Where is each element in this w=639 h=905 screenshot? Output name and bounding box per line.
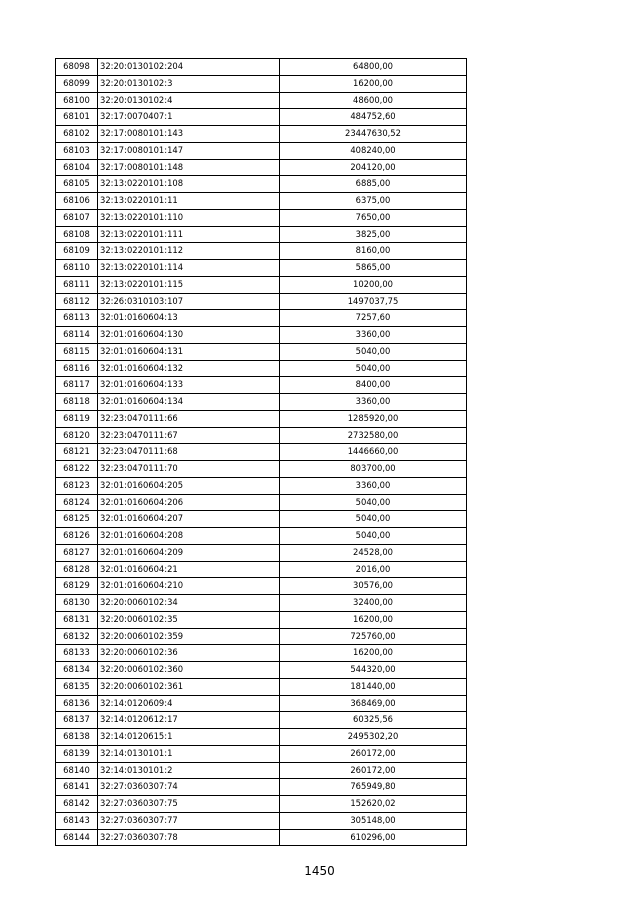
value-cell: 5040,00: [280, 494, 467, 511]
row-number-cell: 68098: [56, 59, 98, 76]
table-row: [56, 628, 467, 645]
value-cell: 260172,00: [280, 745, 467, 762]
table-row: [56, 745, 467, 762]
table-row: [56, 611, 467, 628]
cadastral-number-cell: 32:23:0470111:67: [98, 427, 280, 444]
value-cell: 10200,00: [280, 276, 467, 293]
table-row: [56, 142, 467, 159]
value-cell: 610296,00: [280, 829, 467, 846]
value-cell: 5040,00: [280, 511, 467, 528]
row-number-cell: 68130: [56, 595, 98, 612]
row-number-cell: 68100: [56, 92, 98, 109]
row-number-cell: 68109: [56, 243, 98, 260]
cadastral-number-cell: 32:01:0160604:130: [98, 327, 280, 344]
row-number-cell: 68123: [56, 477, 98, 494]
cadastral-number-cell: 32:01:0160604:207: [98, 511, 280, 528]
cadastral-number-cell: 32:14:0120612:17: [98, 712, 280, 729]
row-number-cell: 68141: [56, 779, 98, 796]
cadastral-number-cell: 32:27:0360307:75: [98, 796, 280, 813]
value-cell: 8160,00: [280, 243, 467, 260]
row-number-cell: 68099: [56, 75, 98, 92]
cadastral-number-cell: 32:20:0130102:4: [98, 92, 280, 109]
row-number-cell: 68115: [56, 343, 98, 360]
value-cell: 23447630,52: [280, 126, 467, 143]
value-cell: 2732580,00: [280, 427, 467, 444]
cadastral-number-cell: 32:13:0220101:11: [98, 193, 280, 210]
cadastral-number-cell: 32:13:0220101:115: [98, 276, 280, 293]
row-number-cell: 68143: [56, 812, 98, 829]
value-cell: 765949,80: [280, 779, 467, 796]
cadastral-number-cell: 32:01:0160604:131: [98, 343, 280, 360]
cadastral-number-cell: 32:23:0470111:68: [98, 444, 280, 461]
table-row: [56, 360, 467, 377]
value-cell: 484752,60: [280, 109, 467, 126]
value-cell: 1497037,75: [280, 293, 467, 310]
cadastral-number-cell: 32:17:0070407:1: [98, 109, 280, 126]
value-cell: 48600,00: [280, 92, 467, 109]
value-cell: 3825,00: [280, 226, 467, 243]
row-number-cell: 68118: [56, 394, 98, 411]
table-row: [56, 427, 467, 444]
cadastral-number-cell: 32:20:0130102:3: [98, 75, 280, 92]
cadastral-number-cell: 32:01:0160604:205: [98, 477, 280, 494]
row-number-cell: 68124: [56, 494, 98, 511]
cadastral-number-cell: 32:14:0130101:2: [98, 762, 280, 779]
cadastral-number-cell: 32:01:0160604:13: [98, 310, 280, 327]
row-number-cell: 68138: [56, 729, 98, 746]
row-number-cell: 68132: [56, 628, 98, 645]
value-cell: 6375,00: [280, 193, 467, 210]
table-row: [56, 662, 467, 679]
cadastral-number-cell: 32:13:0220101:112: [98, 243, 280, 260]
table-row: [56, 578, 467, 595]
cadastral-number-cell: 32:23:0470111:66: [98, 410, 280, 427]
registry-table: [55, 58, 467, 846]
row-number-cell: 68144: [56, 829, 98, 846]
table-row: [56, 477, 467, 494]
cadastral-number-cell: 32:01:0160604:133: [98, 377, 280, 394]
cadastral-number-cell: 32:01:0160604:208: [98, 528, 280, 545]
value-cell: 725760,00: [280, 628, 467, 645]
table-row: [56, 109, 467, 126]
table-row: [56, 528, 467, 545]
value-cell: 1446660,00: [280, 444, 467, 461]
table-row: [56, 796, 467, 813]
value-cell: 16200,00: [280, 75, 467, 92]
row-number-cell: 68113: [56, 310, 98, 327]
row-number-cell: 68114: [56, 327, 98, 344]
table-row: [56, 310, 467, 327]
cadastral-number-cell: 32:17:0080101:143: [98, 126, 280, 143]
table-row: [56, 159, 467, 176]
table-row: [56, 595, 467, 612]
table-row: [56, 645, 467, 662]
cadastral-number-cell: 32:23:0470111:70: [98, 461, 280, 478]
cadastral-number-cell: 32:14:0120615:1: [98, 729, 280, 746]
row-number-cell: 68106: [56, 193, 98, 210]
table-row: [56, 779, 467, 796]
value-cell: 3360,00: [280, 327, 467, 344]
row-number-cell: 68128: [56, 561, 98, 578]
value-cell: 30576,00: [280, 578, 467, 595]
row-number-cell: 68102: [56, 126, 98, 143]
value-cell: 181440,00: [280, 678, 467, 695]
value-cell: 7650,00: [280, 209, 467, 226]
value-cell: 64800,00: [280, 59, 467, 76]
table-row: [56, 126, 467, 143]
row-number-cell: 68107: [56, 209, 98, 226]
row-number-cell: 68120: [56, 427, 98, 444]
cadastral-number-cell: 32:27:0360307:78: [98, 829, 280, 846]
table-row: [56, 377, 467, 394]
value-cell: 803700,00: [280, 461, 467, 478]
row-number-cell: 68127: [56, 544, 98, 561]
row-number-cell: 68140: [56, 762, 98, 779]
table-row: [56, 92, 467, 109]
cadastral-number-cell: 32:01:0160604:206: [98, 494, 280, 511]
cadastral-number-cell: 32:20:0130102:204: [98, 59, 280, 76]
table-row: [56, 729, 467, 746]
row-number-cell: 68110: [56, 260, 98, 277]
table-row: [56, 59, 467, 76]
row-number-cell: 68103: [56, 142, 98, 159]
table-row: [56, 511, 467, 528]
row-number-cell: 68117: [56, 377, 98, 394]
table-row: [56, 75, 467, 92]
row-number-cell: 68112: [56, 293, 98, 310]
row-number-cell: 68108: [56, 226, 98, 243]
table-row: [56, 209, 467, 226]
value-cell: 544320,00: [280, 662, 467, 679]
value-cell: 1285920,00: [280, 410, 467, 427]
cadastral-number-cell: 32:20:0060102:359: [98, 628, 280, 645]
cadastral-number-cell: 32:01:0160604:209: [98, 544, 280, 561]
value-cell: 2016,00: [280, 561, 467, 578]
row-number-cell: 68134: [56, 662, 98, 679]
cadastral-number-cell: 32:14:0130101:1: [98, 745, 280, 762]
cadastral-number-cell: 32:13:0220101:108: [98, 176, 280, 193]
row-number-cell: 68135: [56, 678, 98, 695]
cadastral-number-cell: 32:01:0160604:210: [98, 578, 280, 595]
row-number-cell: 68126: [56, 528, 98, 545]
table-row: [56, 243, 467, 260]
cadastral-number-cell: 32:13:0220101:114: [98, 260, 280, 277]
value-cell: 5040,00: [280, 360, 467, 377]
cadastral-number-cell: 32:20:0060102:361: [98, 678, 280, 695]
table-row: [56, 327, 467, 344]
table-row: [56, 712, 467, 729]
row-number-cell: 68136: [56, 695, 98, 712]
table-row: [56, 193, 467, 210]
value-cell: 368469,00: [280, 695, 467, 712]
table-row: [56, 226, 467, 243]
value-cell: 5040,00: [280, 343, 467, 360]
cadastral-number-cell: 32:27:0360307:74: [98, 779, 280, 796]
table-row: [56, 444, 467, 461]
value-cell: 32400,00: [280, 595, 467, 612]
value-cell: 152620,02: [280, 796, 467, 813]
value-cell: 5040,00: [280, 528, 467, 545]
table-row: [56, 494, 467, 511]
value-cell: 24528,00: [280, 544, 467, 561]
value-cell: 60325,56: [280, 712, 467, 729]
value-cell: 260172,00: [280, 762, 467, 779]
page-number: 1450: [304, 864, 335, 878]
value-cell: 2495302,20: [280, 729, 467, 746]
value-cell: 3360,00: [280, 394, 467, 411]
value-cell: 408240,00: [280, 142, 467, 159]
table-row: [56, 394, 467, 411]
row-number-cell: 68133: [56, 645, 98, 662]
cadastral-number-cell: 32:17:0080101:148: [98, 159, 280, 176]
row-number-cell: 68122: [56, 461, 98, 478]
row-number-cell: 68111: [56, 276, 98, 293]
cadastral-number-cell: 32:13:0220101:110: [98, 209, 280, 226]
value-cell: 3360,00: [280, 477, 467, 494]
cadastral-number-cell: 32:20:0060102:35: [98, 611, 280, 628]
cadastral-number-cell: 32:13:0220101:111: [98, 226, 280, 243]
value-cell: 7257,60: [280, 310, 467, 327]
value-cell: 16200,00: [280, 611, 467, 628]
table-row: [56, 678, 467, 695]
table-row: [56, 544, 467, 561]
registry-table-body: [56, 59, 467, 846]
row-number-cell: 68125: [56, 511, 98, 528]
row-number-cell: 68104: [56, 159, 98, 176]
table-row: [56, 561, 467, 578]
row-number-cell: 68142: [56, 796, 98, 813]
table-row: [56, 276, 467, 293]
cadastral-number-cell: 32:20:0060102:360: [98, 662, 280, 679]
row-number-cell: 68131: [56, 611, 98, 628]
cadastral-number-cell: 32:27:0360307:77: [98, 812, 280, 829]
cadastral-number-cell: 32:01:0160604:132: [98, 360, 280, 377]
table-row: [56, 461, 467, 478]
value-cell: 16200,00: [280, 645, 467, 662]
cadastral-number-cell: 32:26:0310103:107: [98, 293, 280, 310]
row-number-cell: 68105: [56, 176, 98, 193]
value-cell: 305148,00: [280, 812, 467, 829]
value-cell: 8400,00: [280, 377, 467, 394]
cadastral-number-cell: 32:20:0060102:36: [98, 645, 280, 662]
row-number-cell: 68101: [56, 109, 98, 126]
cadastral-number-cell: 32:01:0160604:134: [98, 394, 280, 411]
table-row: [56, 829, 467, 846]
row-number-cell: 68137: [56, 712, 98, 729]
table-row: [56, 762, 467, 779]
row-number-cell: 68116: [56, 360, 98, 377]
row-number-cell: 68119: [56, 410, 98, 427]
value-cell: 204120,00: [280, 159, 467, 176]
table-row: [56, 260, 467, 277]
table-row: [56, 695, 467, 712]
table-row: [56, 812, 467, 829]
row-number-cell: 68121: [56, 444, 98, 461]
table-row: [56, 410, 467, 427]
cadastral-number-cell: 32:17:0080101:147: [98, 142, 280, 159]
value-cell: 5865,00: [280, 260, 467, 277]
cadastral-number-cell: 32:20:0060102:34: [98, 595, 280, 612]
row-number-cell: 68129: [56, 578, 98, 595]
cadastral-number-cell: 32:01:0160604:21: [98, 561, 280, 578]
table-row: [56, 176, 467, 193]
table-row: [56, 293, 467, 310]
value-cell: 6885,00: [280, 176, 467, 193]
cadastral-number-cell: 32:14:0120609:4: [98, 695, 280, 712]
row-number-cell: 68139: [56, 745, 98, 762]
table-row: [56, 343, 467, 360]
